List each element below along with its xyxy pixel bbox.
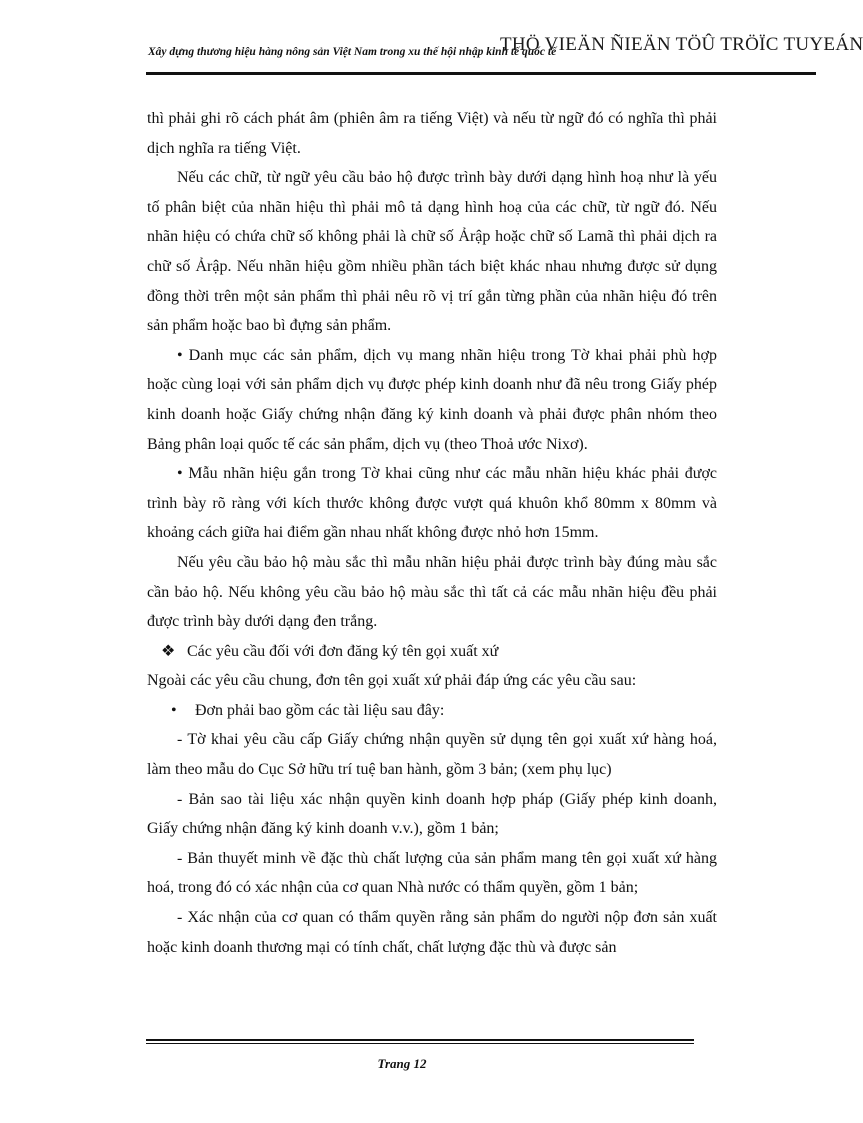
dot-bullet-icon: • [171, 701, 177, 719]
list-item: - Bản thuyết minh về đặc thù chất lượng của sản phẩm mang tên gọi xuất xứ hàng hoá, trong đó có xác nhận của cơ quan Nhà nước có thẩm quyền, gồm 1 bản; [147, 849, 717, 897]
paragraph: • Danh mục các sản phẩm, dịch vụ mang nhãn hiệu trong Tờ khai phải phù hợp hoặc cùng loại với sản phẩm dịch vụ được phép kinh doanh như đã nêu trong Giấy phép kinh doanh hoặc Giấy chứng nhận đăng ký kinh doanh và phải được phân nhóm theo Bảng phân loại quốc tế các sản phẩm, dịch vụ (theo Thoả ước Nixơ). [147, 346, 717, 453]
running-header-title: Xây dựng thương hiệu hàng nông sản Việt Nam trong xu thế hội nhập kinh tế quốc tế [148, 46, 557, 58]
section-heading-text: Các yêu cầu đối với đơn đăng ký tên gọi xuất xứ [187, 642, 499, 660]
list-item: - Xác nhận của cơ quan có thẩm quyền rằng sản phẩm do người nộp đơn sản xuất hoặc kinh doanh thương mại có tính chất, chất lượng đặc thù và được sản [147, 909, 717, 956]
list-item: - Tờ khai yêu cầu cấp Giấy chứng nhận quyền sử dụng tên gọi xuất xứ hàng hoá, làm theo mẫu do Cục Sở hữu trí tuệ ban hành, gồm 3 bản; (xem phụ lục) [147, 731, 717, 779]
bullet-item [147, 696, 717, 726]
paragraph: thì phải ghi rõ cách phát âm (phiên âm ra tiếng Việt) và nếu từ ngữ đó có nghĩa thì phải dịch nghĩa ra tiếng Việt. [147, 110, 717, 157]
footer-divider [146, 1039, 694, 1041]
footer-divider-thin [146, 1043, 694, 1044]
paragraph: Ngoài các yêu cầu chung, đơn tên gọi xuất xứ phải đáp ứng các yêu cầu sau: [147, 672, 637, 690]
library-watermark: THÖ VIEÄN ÑIEÄN TÖÛ TRÖÏC TUYEÁN [500, 34, 863, 55]
diamond-bullet-icon: ❖ [161, 642, 176, 660]
page-number: Trang 12 [377, 1056, 427, 1071]
bullet-item-text: Đơn phải bao gồm các tài liệu sau đây: [195, 701, 445, 719]
paragraph: • Mẫu nhãn hiệu gắn trong Tờ khai cũng như các mẫu nhãn hiệu khác phải được trình bày rõ ràng với kích thước không được vượt quá khuôn khổ 80mm x 80mm và khoảng cách giữa hai điểm gần nhau nhất không được nhỏ hơn 15mm. [147, 465, 717, 542]
page-body [147, 104, 717, 962]
paragraph: Nếu các chữ, từ ngữ yêu cầu bảo hộ được trình bày dưới dạng hình hoạ như là yếu tố phân biệt của nhãn hiệu thì phải mô tả dạng hình hoạ của các chữ, từ ngữ đó. Nếu nhãn hiệu có chứa chữ số không phải là chữ số Ảrập hoặc chữ số Lamã thì phải dịch ra chữ số Ảrập. Nếu nhãn hiệu gồm nhiều phần tách biệt khác nhau nhưng được sử dụng đồng thời trên một sản phẩm thì phải nêu rõ vị trí gắn từng phần của nhãn hiệu đó trên sản phẩm hoặc bao bì đựng sản phẩm. [147, 169, 717, 335]
header-divider [146, 72, 816, 75]
paragraph: Nếu yêu cầu bảo hộ màu sắc thì mẫu nhãn hiệu phải được trình bày đúng màu sắc cần bảo hộ. Nếu không yêu cầu bảo hộ màu sắc thì tất cả các mẫu nhãn hiệu đều phải được trình bày dưới dạng đen trắng. [147, 553, 717, 631]
section-heading [147, 637, 717, 667]
list-item: - Bản sao tài liệu xác nhận quyền kinh doanh hợp pháp (Giấy phép kinh doanh, Giấy chứng nhận đăng ký kinh doanh v.v.), gồm 1 bản; [147, 790, 717, 838]
